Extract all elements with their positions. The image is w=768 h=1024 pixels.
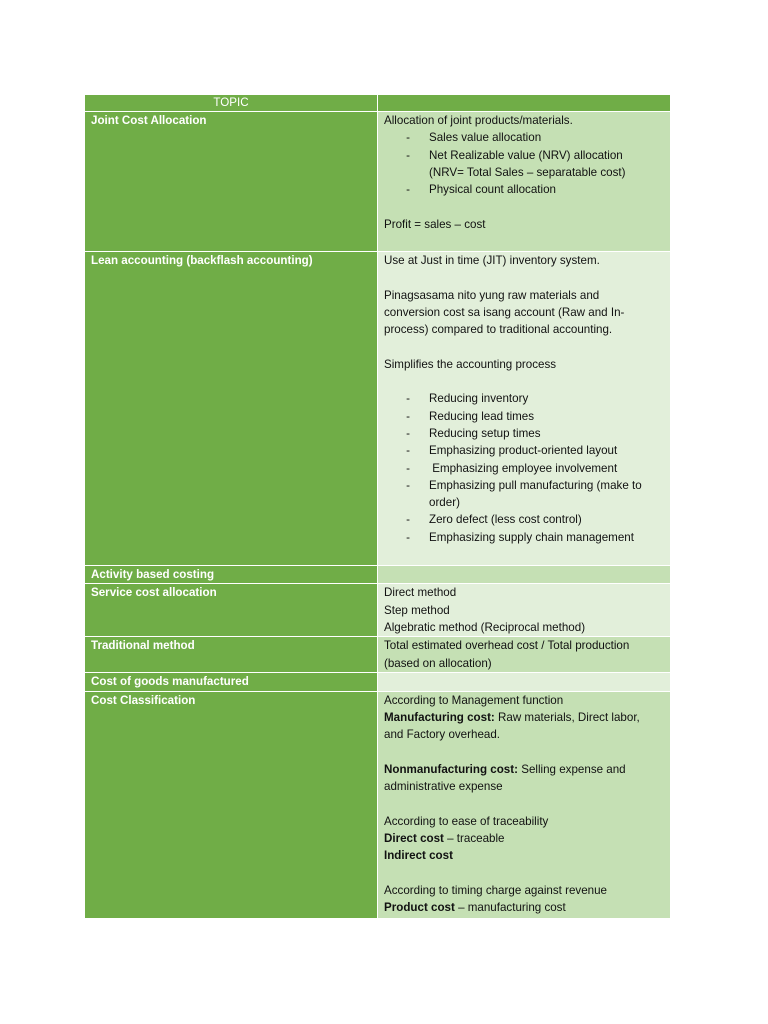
bullet-text: Emphasizing supply chain management bbox=[429, 530, 634, 544]
row-description bbox=[378, 673, 671, 691]
desc-line: and Factory overhead. bbox=[384, 728, 501, 742]
bullet-text: Reducing inventory bbox=[429, 392, 529, 406]
desc-line: According to timing charge against revenue bbox=[384, 883, 607, 897]
desc-line: Algebratic method (Reciprocal method) bbox=[384, 620, 586, 634]
bullet-dash: - bbox=[406, 461, 410, 475]
bullet-text: Zero defect (less cost control) bbox=[429, 513, 582, 527]
bullet-item bbox=[384, 511, 664, 528]
bullet-item bbox=[384, 460, 664, 477]
desc-line: administrative expense bbox=[384, 780, 503, 794]
header-topic: TOPIC bbox=[85, 95, 378, 112]
term-text: Raw materials, Direct labor, bbox=[494, 710, 640, 724]
desc-line: process) compared to traditional accounting. bbox=[384, 323, 613, 337]
desc-line: Use at Just in time (JIT) inventory system. bbox=[384, 254, 600, 267]
row-topic: Activity based costing bbox=[85, 566, 378, 584]
table-header-row bbox=[85, 95, 671, 112]
bullet-item bbox=[384, 425, 664, 442]
term-label: Direct cost bbox=[384, 831, 444, 845]
bullet-item bbox=[384, 442, 664, 459]
bullet-dash: - bbox=[406, 392, 410, 406]
row-description bbox=[378, 637, 671, 673]
desc-line: Step method bbox=[384, 603, 450, 617]
term-label: Manufacturing cost: bbox=[384, 710, 495, 724]
bullet-text: (NRV= Total Sales – separatable cost) bbox=[429, 165, 626, 179]
bullet-dash: - bbox=[406, 444, 410, 458]
bullet-item bbox=[384, 408, 664, 425]
term-text: Selling expense and bbox=[517, 762, 626, 776]
bullet-item bbox=[384, 390, 664, 407]
bullet-text: Emphasizing employee involvement bbox=[429, 461, 618, 475]
bullet-item bbox=[384, 529, 664, 546]
row-description bbox=[378, 584, 671, 637]
desc-line: According to Management function bbox=[384, 693, 564, 707]
desc-line: According to ease of traceability bbox=[384, 814, 549, 828]
desc-line: Total estimated overhead cost / Total production bbox=[384, 639, 630, 653]
desc-line: Allocation of joint products/materials. bbox=[384, 114, 573, 127]
desc-line: conversion cost sa isang account (Raw and In- bbox=[384, 305, 625, 319]
table-row bbox=[85, 112, 671, 252]
row-description bbox=[378, 252, 671, 566]
bullet-dash: - bbox=[406, 409, 410, 423]
table-row bbox=[85, 566, 671, 584]
row-topic: Cost Classification bbox=[85, 691, 378, 918]
bullet-dash: - bbox=[406, 183, 410, 197]
desc-line bbox=[384, 830, 664, 847]
table-row bbox=[85, 691, 671, 918]
desc-line bbox=[384, 709, 664, 726]
term-text: – traceable bbox=[443, 831, 505, 845]
row-topic: Traditional method bbox=[85, 637, 378, 673]
bullet-text: Emphasizing product-oriented layout bbox=[429, 444, 618, 458]
term-text: – manufacturing cost bbox=[454, 901, 566, 915]
term-label: Indirect cost bbox=[384, 849, 453, 863]
row-description bbox=[378, 566, 671, 584]
bullet-item bbox=[384, 147, 664, 182]
bullet-text: Reducing lead times bbox=[429, 409, 535, 423]
bullet-dash: - bbox=[406, 530, 410, 544]
row-topic: Joint Cost Allocation bbox=[85, 112, 378, 252]
row-topic: Service cost allocation bbox=[85, 584, 378, 637]
bullet-item bbox=[384, 477, 664, 512]
topics-table bbox=[84, 94, 671, 919]
row-description bbox=[378, 112, 671, 252]
desc-line: Direct method bbox=[384, 586, 457, 600]
bullet-text: Sales value allocation bbox=[429, 131, 542, 145]
formula-line: Profit = sales – cost bbox=[384, 217, 486, 231]
bullet-text: Reducing setup times bbox=[429, 426, 541, 440]
table-row bbox=[85, 673, 671, 691]
row-topic: Lean accounting (backflash accounting) bbox=[85, 252, 378, 566]
desc-line bbox=[384, 761, 664, 778]
bullet-dash: - bbox=[406, 148, 410, 162]
header-description bbox=[378, 95, 671, 112]
desc-line: Simplifies the accounting process bbox=[384, 357, 557, 371]
bullet-item bbox=[384, 181, 664, 198]
table-row bbox=[85, 637, 671, 673]
desc-line bbox=[384, 899, 664, 916]
term-label: Nonmanufacturing cost: bbox=[384, 762, 518, 776]
desc-line: (based on allocation) bbox=[384, 656, 492, 670]
term-label: Product cost bbox=[384, 901, 455, 915]
bullet-dash: - bbox=[406, 131, 410, 145]
bullet-dash: - bbox=[406, 513, 410, 527]
row-description bbox=[378, 691, 671, 918]
table-row bbox=[85, 252, 671, 566]
table-row bbox=[85, 584, 671, 637]
bullet-text: order) bbox=[429, 496, 460, 510]
row-topic: Cost of goods manufactured bbox=[85, 673, 378, 691]
bullet-item bbox=[384, 129, 664, 146]
bullet-text: Physical count allocation bbox=[429, 183, 556, 197]
bullet-text: Emphasizing pull manufacturing (make to bbox=[429, 478, 642, 492]
bullet-dash: - bbox=[406, 478, 410, 492]
bullet-dash: - bbox=[406, 426, 410, 440]
desc-line: Pinagsasama nito yung raw materials and bbox=[384, 288, 600, 302]
bullet-text: Net Realizable value (NRV) allocation bbox=[429, 148, 623, 162]
